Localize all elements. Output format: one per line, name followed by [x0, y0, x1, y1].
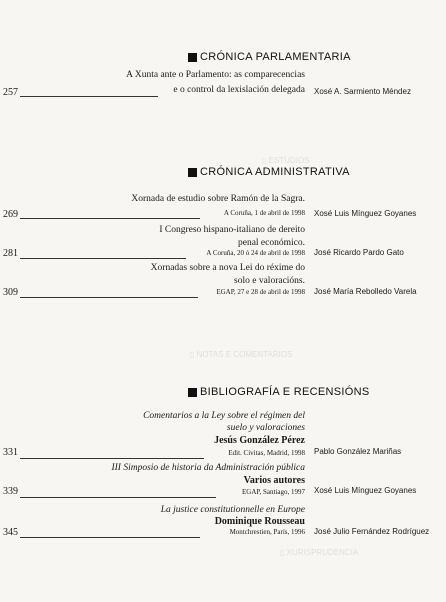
entry-author: Xosé A. Sarmiento Méndez [314, 87, 411, 96]
page-number: 339 [3, 486, 18, 497]
entry-title-line: A Xunta ante o Parlamento: as comparecencias [126, 70, 305, 80]
entry-meta: A Coruña, 20 ó 24 de abril de 1998 [206, 249, 305, 257]
entry-author: José Julio Fernández Rodríguez [314, 527, 430, 536]
entry-meta: A Coruña, 1 de abril de 1998 [223, 209, 305, 217]
entry-title-line: I Congreso hispano-italiano de dereito [159, 225, 305, 235]
page-number: 345 [3, 527, 18, 538]
heading-marker-icon [188, 168, 197, 177]
heading-marker-icon [188, 388, 197, 397]
section-heading-cronica-parlamentaria: CRÓNICA PARLAMENTARIA [188, 50, 351, 64]
entry-author: Pablo González Mariñas [314, 447, 402, 456]
leader-line [20, 297, 198, 298]
page-number: 257 [3, 87, 18, 98]
leader-line [20, 537, 200, 538]
entry-author: Xosé Luis Mínguez Goyanes [314, 209, 417, 218]
book-author: Dominique Rousseau [214, 516, 305, 527]
entry-title-line: e o control da lexislación delegada [173, 85, 305, 95]
page-number: 331 [3, 447, 18, 458]
entry-title-line: solo e valoracións. [234, 276, 305, 286]
book-title-line: La justice constitutionnelle en Europe [160, 505, 305, 515]
entry-meta: Montchrestien, París, 1996 [229, 528, 305, 536]
book-author: Varios autores [243, 475, 305, 486]
entry-title-line: Xornadas sobre a nova Lei do réxime do [150, 263, 305, 273]
page-number: 269 [3, 209, 18, 220]
section-heading-cronica-administrativa: CRÓNICA ADMINISTRATIVA [188, 165, 350, 179]
entry-author: Xosé Luis Mínguez Goyanes [314, 486, 417, 495]
entry-title-line: penal económico. [237, 238, 305, 248]
book-title-line: suelo y valoraciones [226, 423, 305, 433]
leader-line [20, 497, 216, 498]
page-number: 309 [3, 287, 18, 298]
book-title-line: III Simposio de historia da Administración pública [111, 463, 305, 473]
entry-author: José Ricardo Pardo Gato [314, 248, 404, 257]
heading-marker-icon [188, 53, 197, 62]
entry-title-line: Xornada de estudio sobre Ramón de la Sagra. [131, 194, 305, 204]
leader-line [20, 218, 200, 219]
entry-meta: EGAP, Santiago, 1997 [242, 488, 305, 496]
book-title-line: Comentarios a la Ley sobre el régimen del [143, 411, 305, 421]
entry-author: José María Rebolledo Varela [314, 287, 417, 296]
leader-line [20, 458, 204, 459]
page-number: 281 [3, 248, 18, 259]
leader-line [20, 96, 158, 97]
leader-line [20, 258, 186, 259]
show-through-text: ▯ ESTUDIOS [262, 156, 310, 165]
entry-meta: EGAP, 27 e 28 de abril de 1998 [216, 288, 305, 296]
show-through-text: ▯ XURISPRUDENCIA [280, 548, 359, 557]
section-heading-bibliografia: BIBLIOGRAFÍA E RECENSIÓNS [188, 385, 370, 399]
entry-meta: Edit. Civitas, Madrid, 1998 [228, 449, 305, 457]
book-author: Jesús González Pérez [214, 435, 305, 446]
show-through-text: ▯ NOTAS E COMENTARIOS [190, 350, 293, 359]
